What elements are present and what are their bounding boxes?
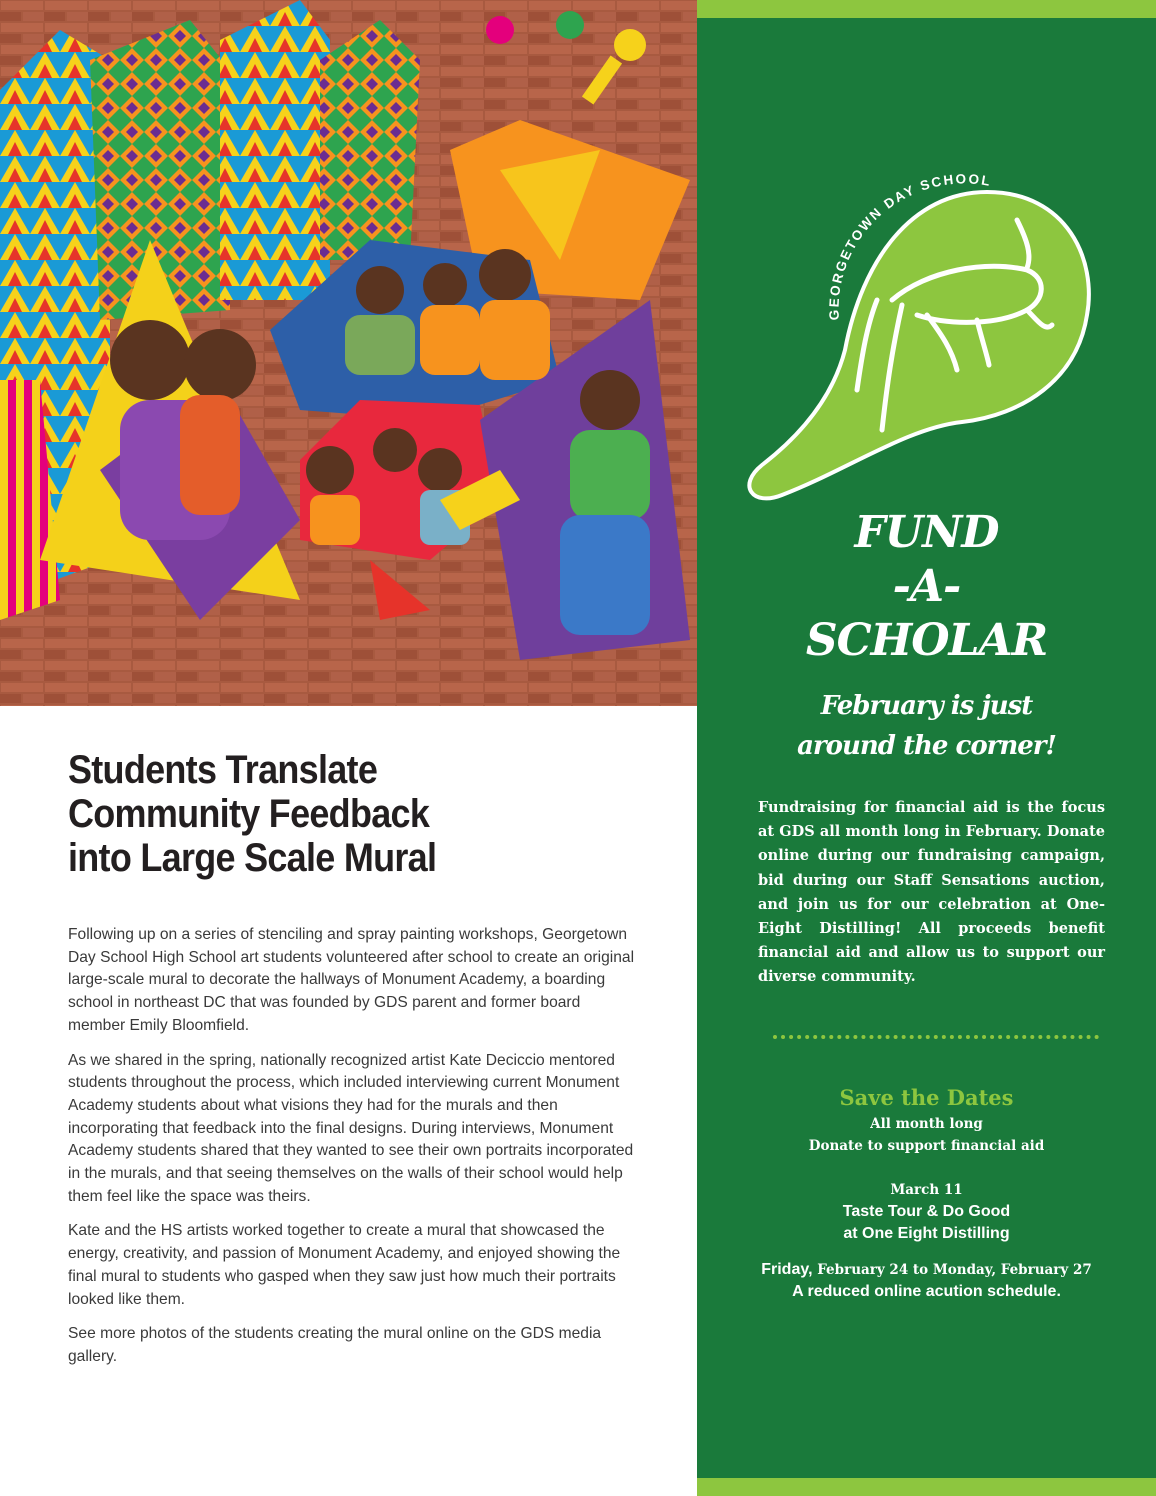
title-line: SCHOLAR [805, 615, 1048, 666]
article-paragraph: As we shared in the spring, nationally recognized artist Kate Deciccio mentored students throughout the process, which included interviewing current Monument Academy students about what visions they had for the murals and then incorporating that feedback into the final designs. During interviews, Monument Academy students shared that they wanted to see their own portraits incorporated in the murals, and that seeing themselves on the walls of their school would help them feel like the space was theirs. [68, 1051, 634, 1205]
fund-a-scholar-panel [697, 0, 1156, 1496]
headline-line: Community Feedback [68, 792, 430, 836]
event-range: February 24 to Monday, February 27 [812, 1262, 1092, 1278]
title-line: FUND [854, 507, 999, 558]
cricket-icon [727, 150, 1127, 510]
mural-photo [0, 0, 697, 706]
dotted-divider [773, 1035, 1099, 1039]
mural-illustration [0, 0, 697, 706]
fund-a-scholar-title [697, 506, 1156, 668]
save-dates-title: Save the Dates [839, 1085, 1014, 1110]
headline-line: into Large Scale Mural [68, 836, 437, 880]
article-headline [68, 748, 626, 880]
article-paragraph: See more photos of the students creating the mural online on the GDS media gallery. [68, 1325, 602, 1365]
article [68, 748, 640, 1381]
headline-line: Students Translate [68, 748, 378, 792]
panel-subtitle [697, 686, 1156, 766]
subtitle-line: around the corner! [797, 731, 1056, 761]
event-date: All month long [870, 1116, 983, 1132]
article-paragraph: Following up on a series of stenciling and spray painting workshops, Georgetown Day School High School art students volunteered after school to create an original large-scale mural to decorate the hallways of Monument Academy, a boarding school in northeast DC that was founded by GDS parent and former board member Emily Bloomfield. [68, 926, 635, 1034]
title-line: -A- [892, 561, 961, 612]
panel-body-text: Fundraising for financial aid is the focus at GDS all month long in February. Donate online during our fundraising campaign, bid during our Staff Sensations auction, and join us for our celebration at One-Eight Distilling! All proceeds benefit financial aid and allow us to support our diverse community. [758, 799, 1105, 986]
bottom-accent-bar [697, 1478, 1156, 1496]
logo-text: GEORGETOWN DAY SCHOOL [826, 171, 993, 321]
save-the-dates [697, 1083, 1156, 1303]
top-accent-bar [697, 0, 1156, 18]
article-body [68, 924, 640, 1369]
event-description: Taste Tour & Do Good [842, 1203, 1011, 1220]
event-date [697, 1259, 1156, 1281]
event-day: Friday, [761, 1261, 813, 1278]
event-date: March 11 [890, 1182, 963, 1198]
gds-logo [727, 150, 1127, 515]
subtitle-line: February is just [820, 691, 1033, 721]
event-description: at One Eight Distilling [843, 1225, 1010, 1242]
event-description: Donate to support financial aid [808, 1138, 1045, 1154]
article-paragraph: Kate and the HS artists worked together to create a mural that showcased the energy, creativity, and passion of Monument Academy, and enjoyed showing the final mural to students who gasped when they saw just how much their portraits looked like them. [68, 1222, 621, 1308]
event-description: A reduced online acution schedule. [792, 1283, 1061, 1300]
